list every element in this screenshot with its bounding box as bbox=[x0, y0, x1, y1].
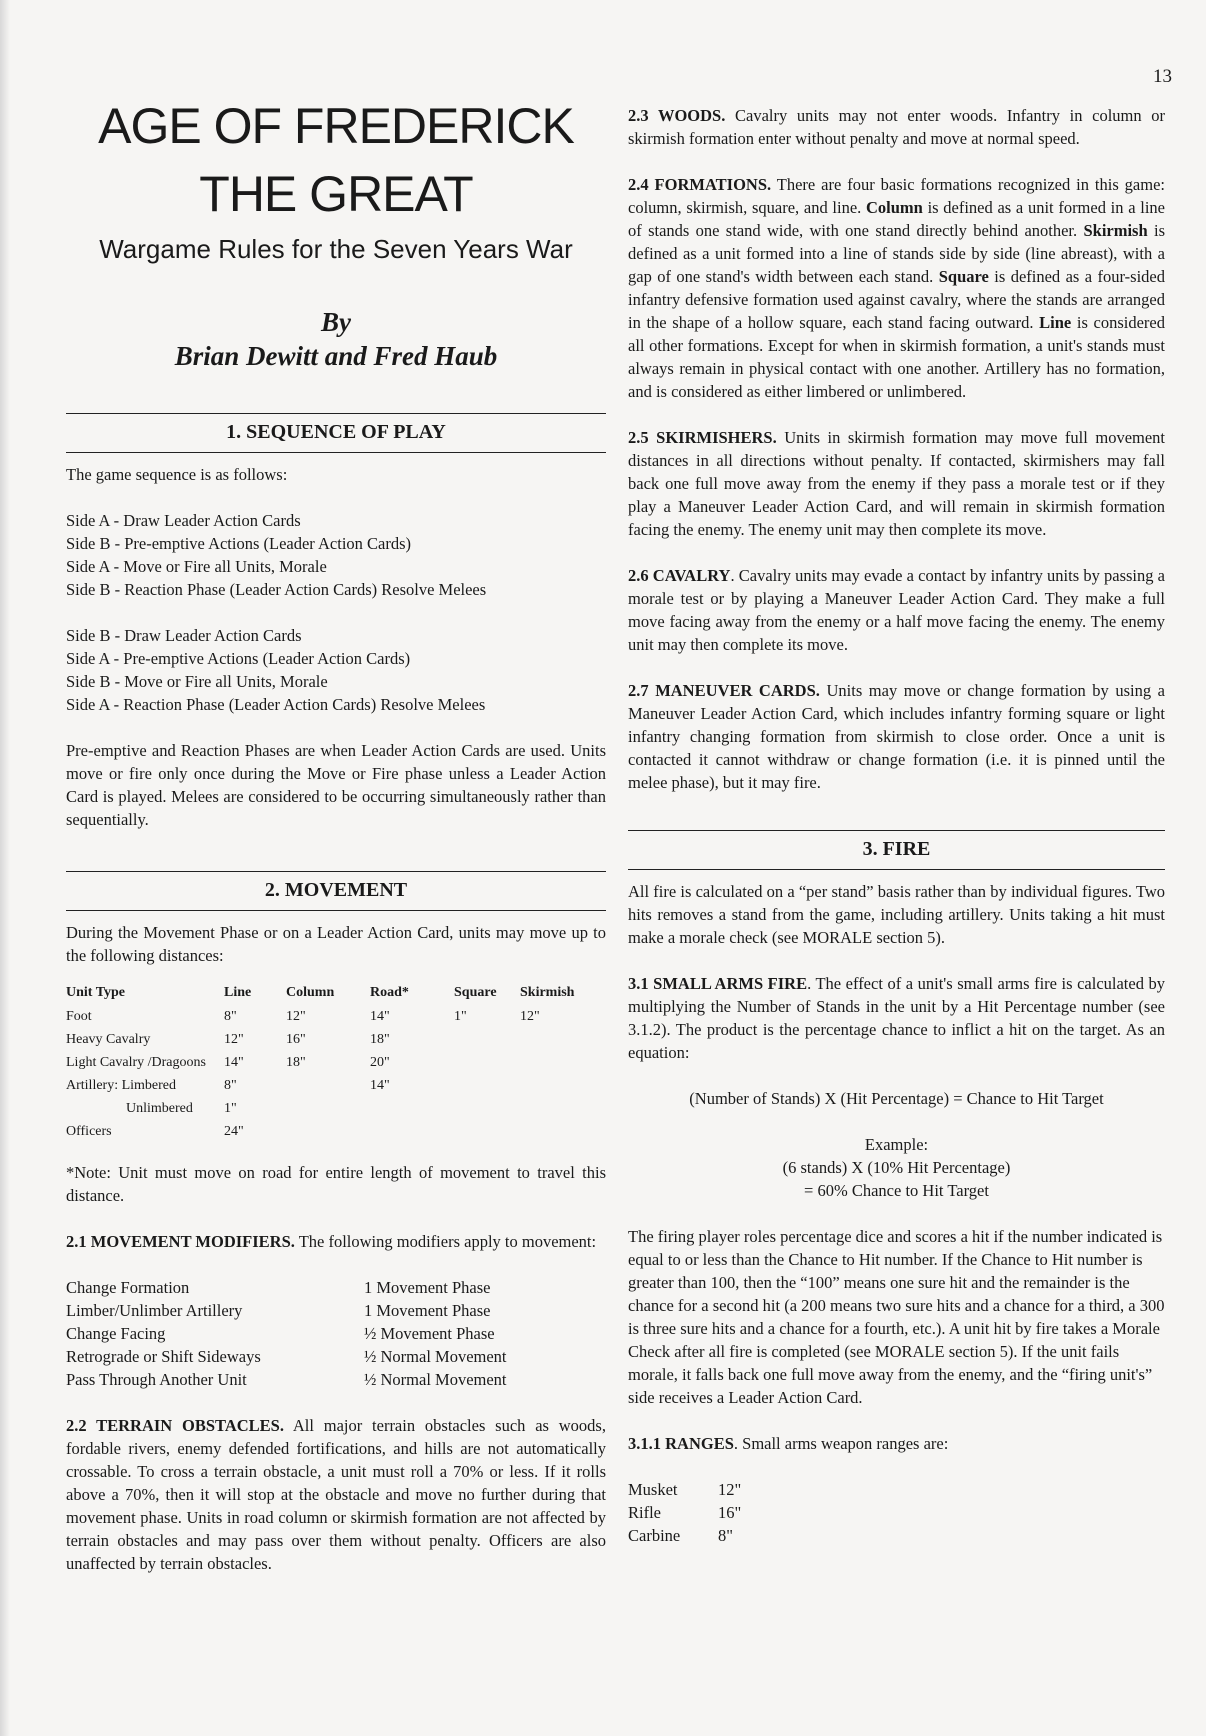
fire-intro: All fire is calculated on a “per stand” basis rather than by individual figures. Two hits removes a stand from the game, including artillery. Units taking a hit must make a morale check (see MORALE section 5). bbox=[628, 882, 1165, 947]
modifier-value: ½ Normal Movement bbox=[364, 1370, 507, 1389]
title-line-1: AGE OF FREDERICK bbox=[98, 98, 574, 154]
range-value: 8" bbox=[718, 1526, 733, 1545]
formations-heading: 2.4 FORMATIONS. bbox=[628, 175, 772, 194]
table-row bbox=[66, 1005, 590, 1028]
table-cell bbox=[520, 1120, 590, 1143]
ranges-para bbox=[628, 1432, 1165, 1455]
table-row bbox=[66, 1120, 590, 1143]
range-weapon: Carbine bbox=[628, 1526, 681, 1545]
small-arms-para bbox=[628, 972, 1165, 1064]
small-arms-text: . The effect of a unit's small arms fire is calculated by multiplying the Number of Stands in the unit by a Hit Percentage number (see 3.1.2). The product is the percentage chance to inflict a hit on the target. As an equation: bbox=[628, 974, 1166, 1062]
sequence-step: Side A - Reaction Phase (Leader Action Cards) Resolve Melees bbox=[66, 695, 486, 714]
modifiers-list bbox=[66, 1276, 606, 1391]
table-cell: 8" bbox=[224, 1077, 237, 1093]
table-row bbox=[66, 1097, 590, 1120]
table-cell: 18" bbox=[370, 1031, 390, 1047]
table-cell bbox=[520, 1097, 590, 1120]
sequence-step: Side A - Draw Leader Action Cards bbox=[66, 511, 301, 530]
table-cell: 14" bbox=[224, 1054, 244, 1070]
cavalry-para bbox=[628, 564, 1165, 656]
sequence-step: Side A - Pre-emptive Actions (Leader Action Cards) bbox=[66, 649, 411, 668]
table-cell bbox=[286, 1097, 370, 1120]
skirmishers-heading: 2.5 SKIRMISHERS. bbox=[628, 428, 777, 447]
range-weapon: Musket bbox=[628, 1480, 678, 1499]
sequence-step: Side B - Draw Leader Action Cards bbox=[66, 626, 302, 645]
table-cell: 1" bbox=[454, 1008, 467, 1024]
sequence-step: Side A - Move or Fire all Units, Morale bbox=[66, 557, 327, 576]
modifier-value: ½ Normal Movement bbox=[364, 1347, 507, 1366]
modifier-label: Pass Through Another Unit bbox=[66, 1370, 247, 1389]
range-value: 12" bbox=[718, 1480, 742, 1499]
movement-modifiers-text: The following modifiers apply to movement: bbox=[294, 1232, 597, 1251]
table-cell: Unlimbered bbox=[126, 1100, 193, 1116]
terrain-obstacles-heading: 2.2 TERRAIN OBSTACLES. bbox=[66, 1416, 284, 1435]
table-cell: Officers bbox=[66, 1123, 112, 1139]
table-row bbox=[66, 1074, 590, 1097]
term-line: Line bbox=[1039, 313, 1072, 332]
skirmishers-para bbox=[628, 426, 1165, 541]
terrain-obstacles-para bbox=[66, 1414, 606, 1575]
maneuver-para bbox=[628, 679, 1165, 794]
maneuver-heading: 2.7 MANEUVER CARDS. bbox=[628, 681, 820, 700]
table-cell: 14" bbox=[370, 1077, 390, 1093]
formations-text: is defined as a unit formed into a line of stands side by side (line abreast), with a gap of one stand's width between each stand. bbox=[628, 221, 1165, 286]
cavalry-heading: 2.6 CAVALRY bbox=[628, 566, 731, 585]
movement-modifiers-para bbox=[66, 1230, 606, 1253]
range-weapon: Rifle bbox=[628, 1503, 661, 1522]
small-arms-heading: 3.1 SMALL ARMS FIRE bbox=[628, 974, 808, 993]
table-cell bbox=[520, 1028, 590, 1051]
table-cell bbox=[370, 1097, 454, 1120]
table-cell: 24" bbox=[224, 1123, 244, 1139]
table-header: Line bbox=[224, 985, 252, 1000]
page-number: 13 bbox=[1153, 66, 1172, 87]
modifier-label: Change Facing bbox=[66, 1324, 166, 1343]
table-header: Road* bbox=[370, 985, 409, 1000]
formations-text: is considered all other formations. Except for when in skirmish formation, a unit's stands must always remain in physical contact with one another. Artillery has no formation, and is considered as either limbered or unlimbered. bbox=[628, 313, 1165, 401]
section-heading-sequence: 1. SEQUENCE OF PLAY bbox=[66, 413, 606, 453]
term-square: Square bbox=[938, 267, 989, 286]
modifier-label: Limber/Unlimber Artillery bbox=[66, 1301, 243, 1320]
modifier-value: 1 Movement Phase bbox=[364, 1301, 491, 1320]
sequence-step: Side B - Reaction Phase (Leader Action Cards) Resolve Melees bbox=[66, 580, 487, 599]
table-header: Unit Type bbox=[66, 985, 125, 1000]
dice-para: The firing player roles percentage dice and scores a hit if the number indicated is equal to or less than the Chance to Hit number. If the Chance to Hit number is greater than 100, then the “100” means one sure hit and the remainder is the chance for a second hit (a 200 means two sure hits and a chance for a third, a 300 is three sure hits and a chance for a fourth, etc.). A unit hit by fire takes a Morale Check after all fire is completed (see MORALE section 5). If the unit fails morale, it falls back one full move away from the enemy, and the “firing unit's” side receives a Leader Action Card. bbox=[628, 1227, 1165, 1407]
cavalry-text: . Cavalry units may evade a contact by infantry units by passing a morale test or by playing a Maneuver Leader Action Card. They make a full move facing away from the enemy or a half move facing the enemy. The enemy unit may then complete its move. bbox=[628, 566, 1165, 654]
table-cell: 20" bbox=[370, 1054, 390, 1070]
modifier-label: Change Formation bbox=[66, 1278, 190, 1297]
table-cell: 12" bbox=[520, 1008, 540, 1024]
woods-text: Cavalry units may not enter woods. Infantry in column or skirmish formation enter without penalty and move at normal speed. bbox=[628, 106, 1165, 148]
section-heading-fire: 3. FIRE bbox=[628, 830, 1165, 870]
example-line: = 60% Chance to Hit Target bbox=[804, 1181, 989, 1200]
modifier-value: 1 Movement Phase bbox=[364, 1278, 491, 1297]
table-row bbox=[66, 1028, 590, 1051]
table-cell: Heavy Cavalry bbox=[66, 1031, 151, 1047]
formations-text: There are four basic formations recognized in this game: column, skirmish, square, and line. bbox=[628, 175, 1165, 217]
table-cell bbox=[520, 1051, 590, 1074]
example-block bbox=[628, 1133, 1165, 1202]
table-header-row bbox=[66, 981, 590, 1005]
sequence-steps-a bbox=[66, 509, 606, 601]
formations-text: is defined as a four-sided infantry defensive formation used against cavalry, where the stands are arranged in the shape of a hollow square, each stand facing outward. bbox=[628, 267, 1165, 332]
range-value: 16" bbox=[718, 1503, 742, 1522]
hit-equation: (Number of Stands) X (Hit Percentage) = Chance to Hit Target bbox=[689, 1089, 1104, 1108]
maneuver-text: Units may move or change formation by using a Maneuver Leader Action Card, which includes infantry forming square or light infantry changing formation from skirmish to close order. Once a unit is contacted it cannot withdraw or change formation (i.e. it is pinned until the melee phase), but it may fire. bbox=[628, 681, 1165, 792]
example-line: (6 stands) X (10% Hit Percentage) bbox=[782, 1158, 1011, 1177]
authors: Brian Dewitt and Fred Haub bbox=[174, 341, 498, 371]
ranges-text: . Small arms weapon ranges are: bbox=[733, 1434, 949, 1453]
table-header: Square bbox=[454, 985, 497, 1000]
table-cell: 8" bbox=[224, 1008, 237, 1024]
skirmishers-text: Units in skirmish formation may move full movement distances in all directions without penalty. If contacted, skirmishers may fall back one full move away from the enemy if they pass a morale test or if they play a Maneuver Leader Action Card, and will remain in skirmish formation facing the enemy. The enemy unit may then complete its move. bbox=[628, 428, 1166, 539]
table-cell bbox=[370, 1120, 454, 1143]
table-cell: 16" bbox=[286, 1031, 306, 1047]
ranges-list bbox=[628, 1478, 1165, 1547]
byline bbox=[66, 305, 606, 373]
table-cell bbox=[520, 1074, 590, 1097]
table-header: Column bbox=[286, 985, 335, 1000]
movement-modifiers-heading: 2.1 MOVEMENT MODIFIERS. bbox=[66, 1232, 295, 1251]
sequence-step: Side B - Move or Fire all Units, Morale bbox=[66, 672, 328, 691]
modifier-label: Retrograde or Shift Sideways bbox=[66, 1347, 261, 1366]
subtitle: Wargame Rules for the Seven Years War bbox=[99, 234, 573, 264]
woods-para bbox=[628, 104, 1165, 150]
table-cell bbox=[286, 1120, 370, 1143]
by-label: By bbox=[321, 307, 351, 337]
title-line-2: THE GREAT bbox=[199, 166, 473, 222]
right-column bbox=[628, 104, 1165, 1547]
modifier-value: ½ Movement Phase bbox=[364, 1324, 495, 1343]
ranges-heading: 3.1.1 RANGES bbox=[628, 1434, 734, 1453]
term-column: Column bbox=[866, 198, 923, 217]
movement-intro: During the Movement Phase or on a Leader Action Card, units may move up to the following distances: bbox=[66, 923, 606, 965]
table-cell: 12" bbox=[286, 1008, 306, 1024]
table-cell bbox=[454, 1051, 520, 1074]
table-cell: 14" bbox=[370, 1008, 390, 1024]
sequence-step: Side B - Pre-emptive Actions (Leader Action Cards) bbox=[66, 534, 412, 553]
table-cell: Light Cavalry /Dragoons bbox=[66, 1054, 206, 1070]
table-header: Skirmish bbox=[520, 985, 575, 1000]
table-cell bbox=[454, 1074, 520, 1097]
sequence-steps-b bbox=[66, 624, 606, 716]
table-cell: 1" bbox=[224, 1100, 237, 1116]
left-column bbox=[66, 92, 606, 1575]
table-cell: Artillery: Limbered bbox=[66, 1077, 177, 1093]
term-skirmish: Skirmish bbox=[1083, 221, 1148, 240]
table-cell bbox=[454, 1028, 520, 1051]
terrain-obstacles-text: All major terrain obstacles such as woods, fordable rivers, enemy defended fortifications, and hills are not automatically crossable. To cross a terrain obstacle, a unit must roll a 70% or less. If it rolls above a 70%, then it will stop at the obstacle and move no further during that movement phase. Units in road column or skirmish formation are not affected by terrain obstacles and may pass over them without penalty. Officers are also unaffected by terrain obstacles. bbox=[66, 1416, 606, 1573]
sequence-intro: The game sequence is as follows: bbox=[66, 465, 288, 484]
road-note: *Note: Unit must move on road for entire length of movement to travel this distance. bbox=[66, 1163, 606, 1205]
example-label: Example: bbox=[864, 1135, 929, 1154]
table-cell: 12" bbox=[224, 1031, 244, 1047]
sequence-note: Pre-emptive and Reaction Phases are when Leader Action Cards are used. Units move or fire only once during the Move or Fire phase unless a Leader Action Card is played. Melees are considered to be occurring simultaneously rather than sequentially. bbox=[66, 741, 606, 829]
table-cell bbox=[454, 1097, 520, 1120]
woods-heading: 2.3 WOODS. bbox=[628, 106, 726, 125]
table-cell: 18" bbox=[286, 1054, 306, 1070]
formations-text: is defined as a unit formed in a line of stands one stand wide, with one stand directly behind another. bbox=[628, 198, 1165, 240]
table-cell bbox=[286, 1074, 370, 1097]
table-cell bbox=[454, 1120, 520, 1143]
binding-shadow bbox=[0, 0, 10, 1736]
table-row bbox=[66, 1051, 590, 1074]
formations-para bbox=[628, 173, 1165, 403]
table-cell: Foot bbox=[66, 1008, 92, 1024]
movement-table bbox=[66, 981, 590, 1143]
section-heading-movement: 2. MOVEMENT bbox=[66, 871, 606, 911]
